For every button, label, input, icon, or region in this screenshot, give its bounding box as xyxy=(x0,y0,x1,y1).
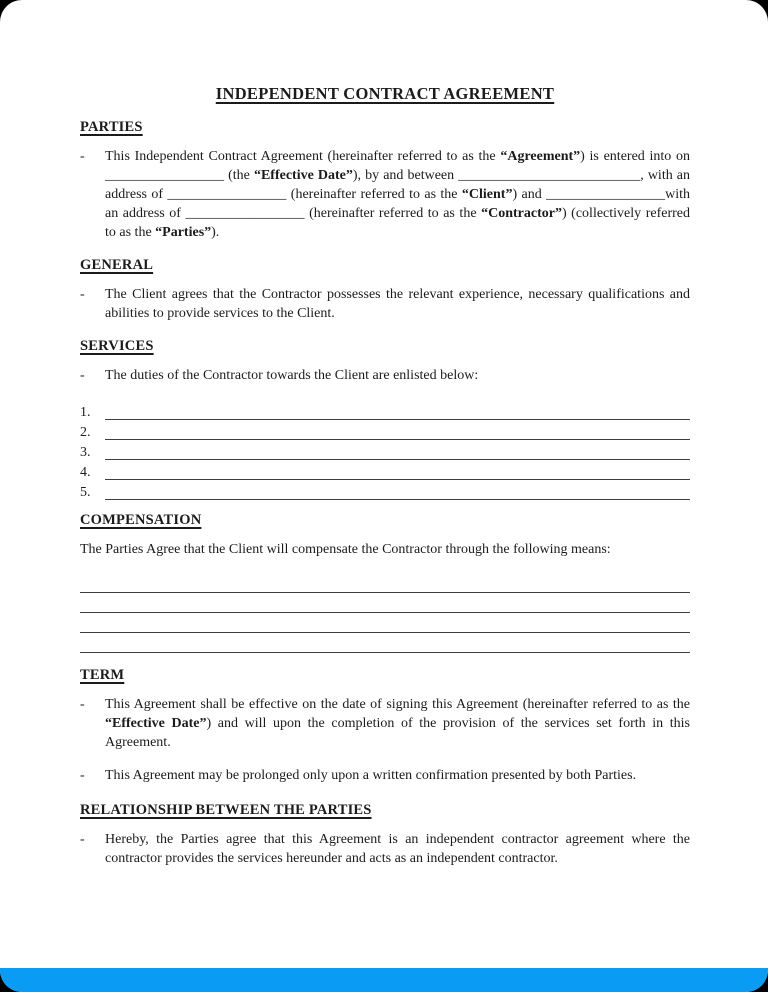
blank-line xyxy=(80,633,690,653)
bullet-paragraph xyxy=(80,695,690,752)
bullet-dash: - xyxy=(80,149,85,164)
text-run: This Agreement may be prolonged only upon a written confirmation presented by both Parties. xyxy=(105,768,637,783)
text-run: The Client agrees that the Contractor possesses the relevant experience, necessary qualifications and abilities to provide services to the Client. xyxy=(105,287,690,321)
text-run: ) and will upon the completion of the provision of the services set forth in this Agreement. xyxy=(105,716,690,750)
paragraph-text xyxy=(105,695,690,752)
text-run: Hereby, the Parties agree that this Agreement is an independent contractor agreement where the contractor provides the services hereunder and acts as an independent contractor. xyxy=(105,832,690,866)
blank-line xyxy=(105,483,690,500)
bullet-paragraph xyxy=(80,366,690,385)
paragraph-text xyxy=(105,147,690,242)
blank-lines-group xyxy=(80,573,690,653)
text-run: ) is entered into on _________________ (the xyxy=(105,149,690,183)
numbered-blank-item xyxy=(80,483,690,503)
blank-line xyxy=(80,593,690,613)
item-number: 1. xyxy=(80,405,91,420)
text-run: ) and _________________with an address of _________________ (hereinafter referred to as the xyxy=(105,187,690,221)
text-run: This Agreement shall be effective on the date of signing this Agreement (hereinafter referred to as the xyxy=(105,697,690,712)
blank-line xyxy=(80,573,690,593)
section-heading-services: SERVICES xyxy=(80,338,154,354)
section-heading-general: GENERAL xyxy=(80,257,154,273)
text-run: ). xyxy=(211,225,220,240)
bullet-dash: - xyxy=(80,832,85,847)
numbered-blank-item xyxy=(80,403,690,423)
item-number: 4. xyxy=(80,465,91,480)
blank-line xyxy=(80,613,690,633)
bold-text: “Effective Date” xyxy=(253,168,353,183)
blank-line xyxy=(105,463,690,480)
blank-line xyxy=(105,403,690,420)
section-heading-term: TERM xyxy=(80,667,125,683)
section-heading-parties: PARTIES xyxy=(80,119,143,135)
paragraph-text xyxy=(80,540,690,559)
numbered-blank-item xyxy=(80,463,690,483)
section-heading-relationship-between-the-parties: RELATIONSHIP BETWEEN THE PARTIES xyxy=(80,802,372,818)
paragraph-text xyxy=(105,830,690,868)
blank-line xyxy=(105,443,690,460)
bold-text: “Agreement” xyxy=(500,149,581,164)
item-number: 5. xyxy=(80,485,91,500)
bold-text: “Parties” xyxy=(155,225,212,240)
paragraph-text xyxy=(105,766,690,785)
bold-text: “Client” xyxy=(461,187,513,202)
footer-accent-bar xyxy=(0,968,768,992)
paragraph-text xyxy=(105,366,690,385)
bold-text: “Effective Date” xyxy=(105,716,207,731)
document-title: INDEPENDENT CONTRACT AGREEMENT xyxy=(215,84,555,103)
numbered-blank-list xyxy=(80,403,690,503)
text-run: This Independent Contract Agreement (hereinafter referred to as the xyxy=(105,149,501,164)
bullet-paragraph xyxy=(80,766,690,785)
text-run: The duties of the Contractor towards the Client are enlisted below: xyxy=(105,368,479,383)
paragraph xyxy=(80,540,690,559)
text-run: The Parties Agree that the Client will compensate the Contractor through the following means: xyxy=(80,542,611,557)
bullet-paragraph xyxy=(80,147,690,242)
section-heading-compensation: COMPENSATION xyxy=(80,512,202,528)
item-number: 3. xyxy=(80,445,91,460)
bold-text: “Contractor” xyxy=(481,206,562,221)
item-number: 2. xyxy=(80,425,91,440)
document-body xyxy=(80,118,690,868)
text-run: ) (collectively referred to as the xyxy=(105,206,690,240)
bullet-dash: - xyxy=(80,768,85,783)
paragraph-text xyxy=(105,285,690,323)
bullet-dash: - xyxy=(80,368,85,383)
bullet-paragraph xyxy=(80,285,690,323)
text-run: ), by and between __________________________, with an address of _________________ (hereinafter referred to as the xyxy=(105,168,691,202)
numbered-blank-item xyxy=(80,423,690,443)
bullet-dash: - xyxy=(80,697,85,712)
bullet-dash: - xyxy=(80,287,85,302)
bullet-paragraph xyxy=(80,830,690,868)
numbered-blank-item xyxy=(80,443,690,463)
blank-line xyxy=(105,423,690,440)
